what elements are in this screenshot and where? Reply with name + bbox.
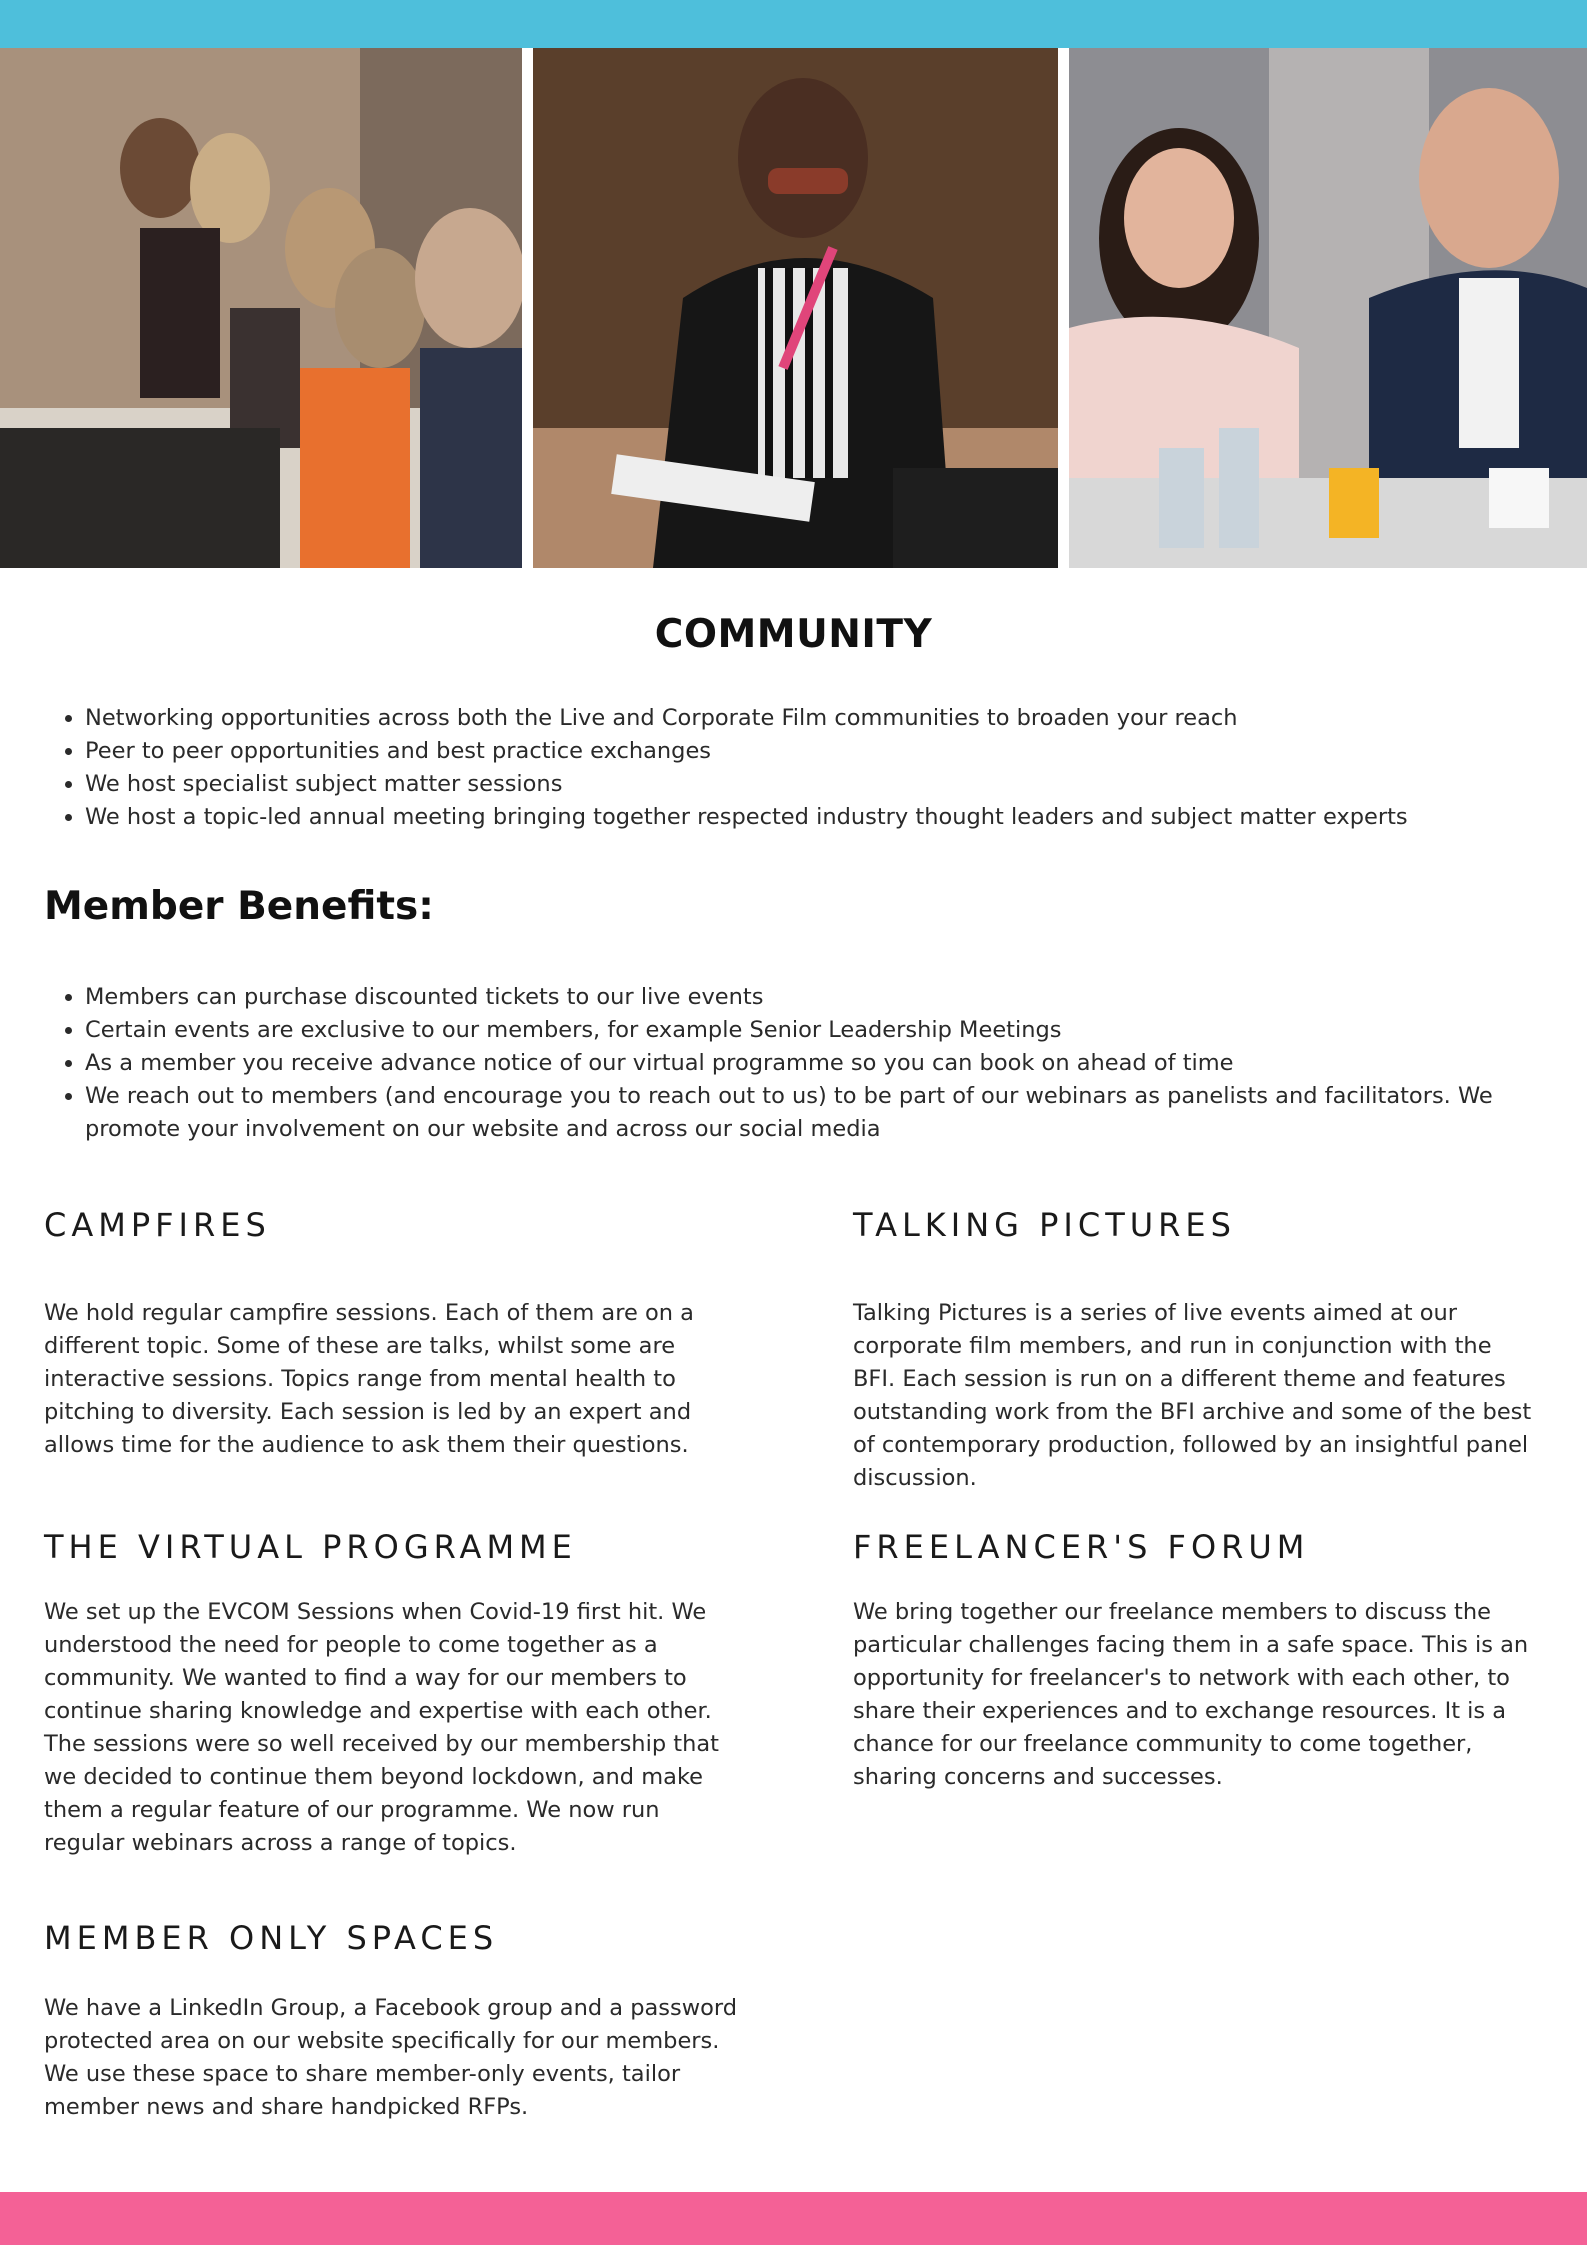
- talking-pictures-heading: TALKING PICTURES: [853, 1206, 1236, 1244]
- virtual-programme-heading: THE VIRTUAL PROGRAMME: [44, 1528, 577, 1566]
- list-item: • We host specialist subject matter sessions: [85, 768, 1565, 801]
- campfires-heading: CAMPFIRES: [44, 1206, 271, 1244]
- top-color-bar: [0, 0, 1587, 48]
- list-item: • Peer to peer opportunities and best practice exchanges: [85, 735, 1565, 768]
- community-list: [44, 702, 1565, 834]
- virtual-programme-text: We set up the EVCOM Sessions when Covid-19 first hit. We understood the need for people to come together as a community. We wanted to find a way for our members to continue sharing knowledge and expertise with each other. The sessions were so well received by our membership that we decided to continue them beyond lockdown, and make them a regular feature of our programme. We now run regular webinars across a range of topics.: [44, 1599, 719, 1856]
- freelancers-forum-heading: FREELANCER'S FORUM: [853, 1528, 1310, 1566]
- list-item: • Members can purchase discounted tickets to our live events: [85, 981, 1565, 1014]
- photo-audience: [0, 48, 522, 568]
- member-spaces-text: We have a LinkedIn Group, a Facebook group and a password protected area on our website specifically for our members. We use these space to share member-only events, tailor member news and share handpicked RFPs.: [44, 1995, 738, 2120]
- photo-table-discussion: [1069, 48, 1587, 568]
- member-spaces-heading: MEMBER ONLY SPACES: [44, 1919, 499, 1957]
- campfires-text: We hold regular campfire sessions. Each of them are on a different topic. Some of these are talks, whilst some are interactive sessions. Topics range from mental health to pitching to diversity. Each session is led by an expert and allows time for the audience to ask them their questions.: [44, 1300, 694, 1458]
- list-item: • Certain events are exclusive to our members, for example Senior Leadership Meetings: [85, 1014, 1565, 1047]
- member-benefits-heading: Member Benefits:: [44, 884, 434, 929]
- list-item: • We reach out to members (and encourage you to reach out to us) to be part of our webinars as panelists and facilitators. We promote your involvement on our website and across our social media: [85, 1080, 1565, 1146]
- community-title: COMMUNITY: [654, 612, 933, 657]
- member-benefits-list: [44, 981, 1565, 1146]
- bottom-color-bar: [0, 2192, 1587, 2245]
- list-item: • As a member you receive advance notice of our virtual programme so you can book on ahead of time: [85, 1047, 1565, 1080]
- talking-pictures-text: Talking Pictures is a series of live events aimed at our corporate film members, and run in conjunction with the BFI. Each session is run on a different theme and features outstanding work from the BFI archive and some of the best of contemporary production, followed by an insightful panel discussion.: [853, 1300, 1532, 1491]
- photo-speaker: [533, 48, 1058, 568]
- list-item: • Networking opportunities across both the Live and Corporate Film communities to broaden your reach: [85, 702, 1565, 735]
- list-item: • We host a topic-led annual meeting bringing together respected industry thought leaders and subject matter experts: [85, 801, 1565, 834]
- freelancers-forum-text: We bring together our freelance members to discuss the particular challenges facing them in a safe space. This is an opportunity for freelancer's to network with each other, to share their experiences and to exchange resources. It is a chance for our freelance community to come together, sharing concerns and successes.: [853, 1599, 1529, 1790]
